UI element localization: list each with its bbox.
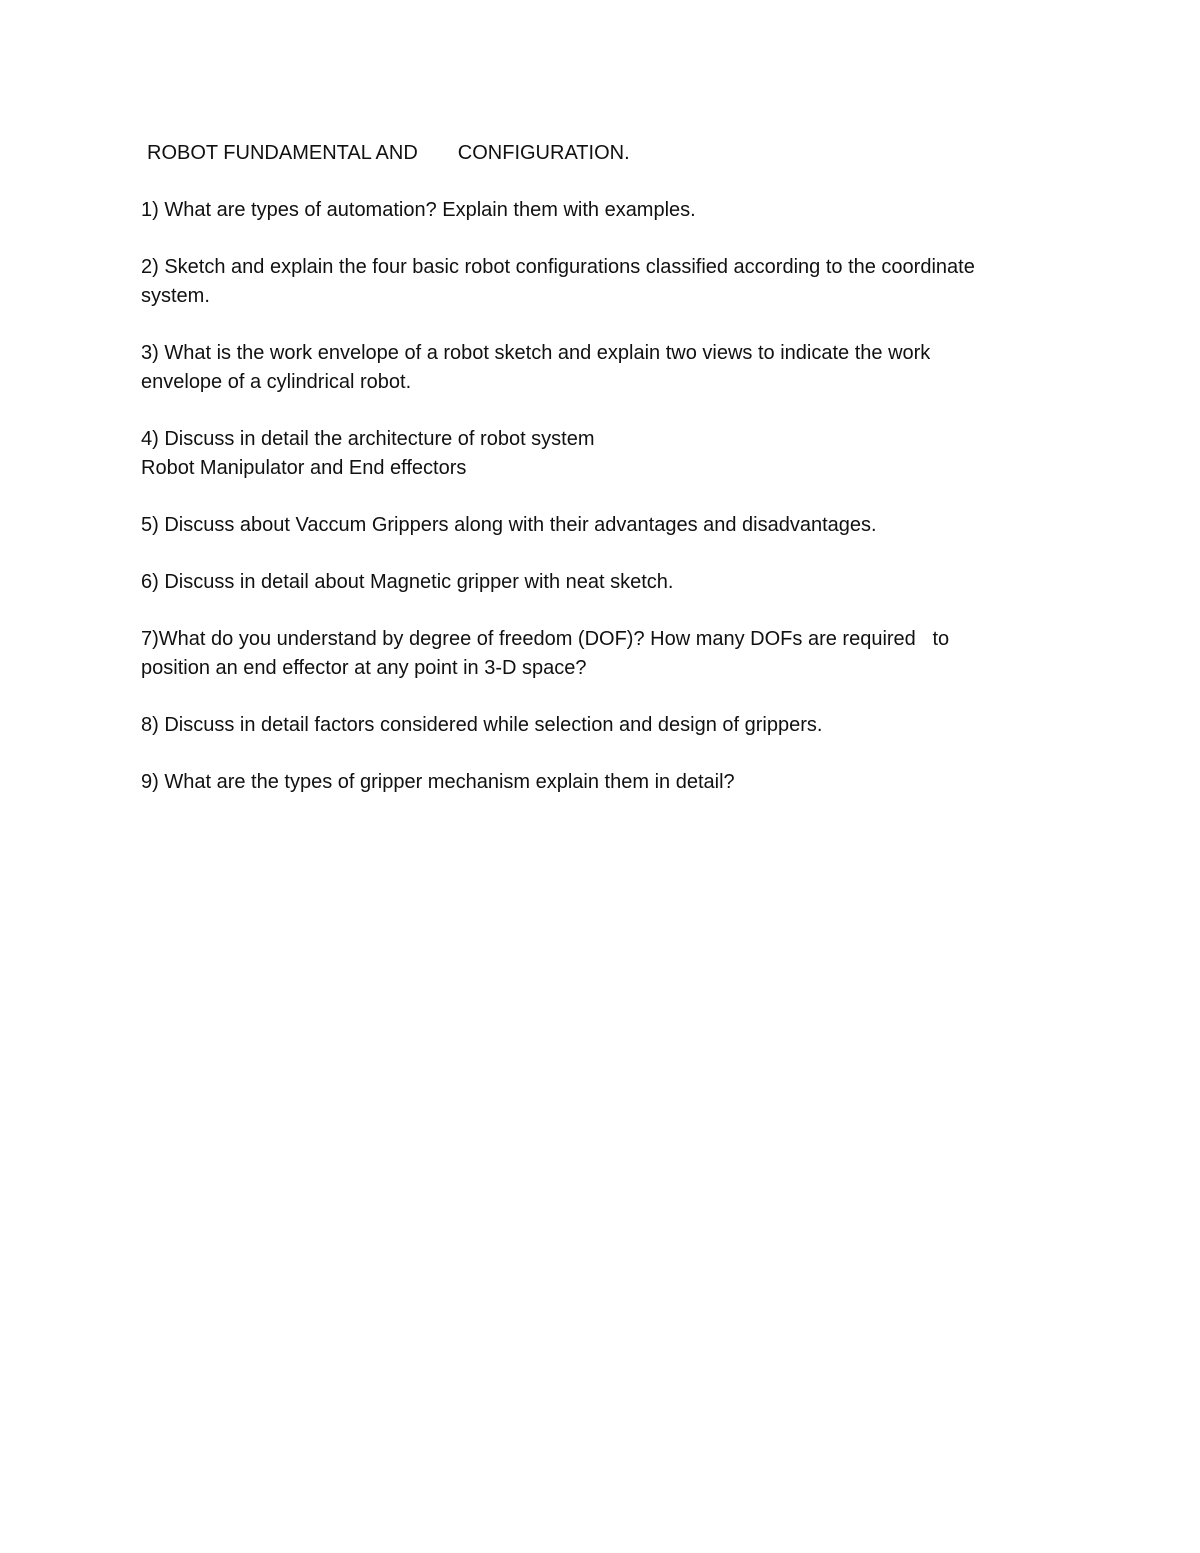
- question-line: 7)What do you understand by degree of freedom (DOF)? How many DOFs are required to: [141, 628, 950, 650]
- question-line: 1) What are types of automation? Explain them with examples.: [141, 199, 696, 221]
- question-7: [141, 625, 1061, 683]
- question-line: 5) Discuss about Vaccum Grippers along with their advantages and disadvantages.: [141, 514, 877, 536]
- question-line: 8) Discuss in detail factors considered while selection and design of grippers.: [141, 714, 823, 736]
- question-line: envelope of a cylindrical robot.: [141, 371, 412, 393]
- question-line: 9) What are the types of gripper mechanism explain them in detail?: [141, 771, 735, 793]
- question-line: Robot Manipulator and End effectors: [141, 457, 467, 479]
- question-2: [141, 253, 1061, 311]
- document-title: [147, 139, 1061, 168]
- question-line: system.: [141, 285, 210, 307]
- title-part-2: CONFIGURATION.: [457, 142, 630, 164]
- question-line: 4) Discuss in detail the architecture of robot system: [141, 428, 595, 450]
- question-line: 3) What is the work envelope of a robot sketch and explain two views to indicate the work: [141, 342, 931, 364]
- question-line: position an end effector at any point in 3-D space?: [141, 657, 587, 679]
- question-4: [141, 425, 1061, 483]
- question-6: [141, 568, 1061, 597]
- question-line: 2) Sketch and explain the four basic robot configurations classified according to the coordinate: [141, 256, 975, 278]
- question-8: [141, 711, 1061, 740]
- title-part-1: ROBOT FUNDAMENTAL AND: [147, 142, 418, 164]
- question-5: [141, 511, 1061, 540]
- question-9: [141, 768, 1061, 797]
- question-line: 6) Discuss in detail about Magnetic gripper with neat sketch.: [141, 571, 674, 593]
- question-1: [141, 196, 1061, 225]
- document-body: [141, 139, 1061, 825]
- question-3: [141, 339, 1061, 397]
